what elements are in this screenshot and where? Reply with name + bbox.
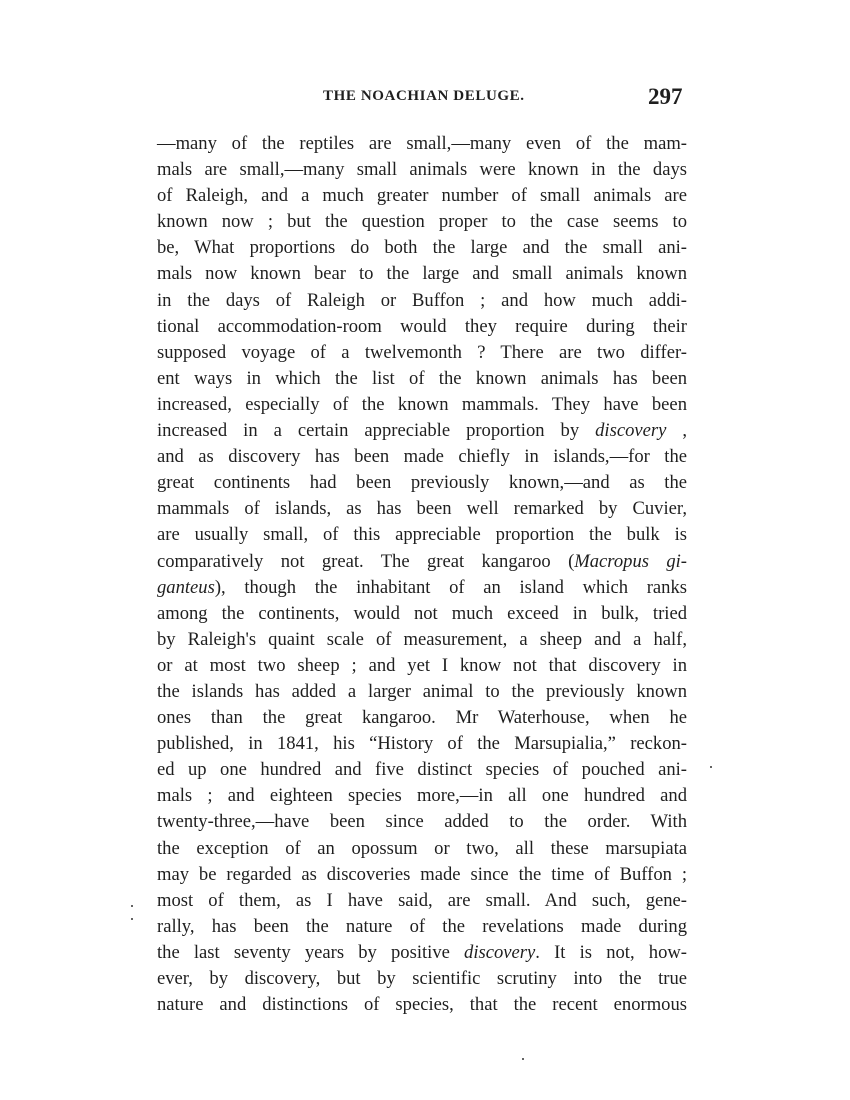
text-line (157, 914, 687, 940)
text-run: the last seventy years by positive (157, 941, 465, 963)
text-run: the exception of an opossum or two, all these marsupiata (157, 837, 687, 859)
text-run: tional accommodation-room would they require during their (157, 315, 687, 337)
text-run: supposed voyage of a twelvemonth ? There are two differ- (157, 341, 687, 363)
text-line (157, 392, 687, 418)
text-run: known now ; but the question proper to the case seems to (157, 211, 687, 233)
italic-text: ganteus (157, 576, 215, 598)
text-line (157, 209, 687, 235)
text-line (157, 261, 687, 287)
text-line (157, 131, 687, 157)
text-run: increased, especially of the known mammals. They have been (157, 393, 687, 415)
text-line (157, 627, 687, 653)
text-run: . It is not, how- (535, 941, 687, 963)
text-line (157, 601, 687, 627)
text-line (157, 314, 687, 340)
text-line (157, 418, 687, 444)
text-run: mammals of islands, as has been well remarked by Cuvier, (157, 498, 687, 520)
text-line (157, 496, 687, 522)
text-line (157, 340, 687, 366)
italic-text: Macropus gi- (574, 550, 688, 572)
text-line (157, 575, 687, 601)
italic-text: discovery (595, 420, 667, 442)
text-run: mals now known bear to the large and small animals known (157, 263, 687, 285)
text-line (157, 940, 687, 966)
text-line (157, 183, 687, 209)
text-line (157, 888, 687, 914)
text-line (157, 522, 687, 548)
text-run: published, in 1841, his “History of the Marsupialia,” reckon- (157, 733, 687, 755)
text-line (157, 653, 687, 679)
text-line (157, 679, 687, 705)
text-line (157, 444, 687, 470)
text-line (157, 836, 687, 862)
text-run: ever, by discovery, but by scientific scrutiny into the true (157, 968, 687, 989)
text-run: twenty-three,—have been since added to the order. With (157, 811, 687, 833)
text-line (157, 366, 687, 392)
text-line (157, 862, 687, 888)
text-line (157, 966, 687, 992)
text-line (157, 992, 687, 1018)
text-run: of Raleigh, and a much greater number of small animals are (157, 185, 687, 207)
print-speck (710, 766, 712, 768)
text-run: be, What proportions do both the large and the small ani- (157, 237, 687, 259)
text-run: may be regarded as discoveries made since the time of Buffon ; (157, 863, 687, 885)
text-line (157, 809, 687, 835)
text-run: ), though the inhabitant of an island which ranks (214, 576, 687, 598)
text-run: rally, has been the nature of the revelations made during (157, 915, 687, 937)
text-run: are usually small, of this appreciable proportion the bulk is (157, 524, 687, 546)
text-line (157, 757, 687, 783)
text-run: —many of the reptiles are small,—many even of the mam- (157, 133, 687, 154)
text-run: nature and distinctions of species, that the recent enormous (157, 994, 687, 1016)
text-run: among the continents, would not much exceed in bulk, tried (157, 602, 687, 624)
text-line (157, 549, 687, 575)
running-title: THE NOACHIAN DELUGE. (323, 88, 525, 104)
body-text (157, 131, 687, 1018)
page-number: 297 (648, 84, 683, 109)
text-line (157, 470, 687, 496)
text-run: mals are small,—many small animals were known in the days (157, 159, 687, 181)
text-run: or at most two sheep ; and yet I know not that discovery in (157, 654, 687, 676)
print-speck (131, 905, 133, 907)
text-run: comparatively not great. The great kangaroo ( (157, 550, 575, 572)
text-line (157, 157, 687, 183)
text-line (157, 288, 687, 314)
text-run: most of them, as I have said, are small. And such, gene- (157, 889, 687, 911)
text-run: by Raleigh's quaint scale of measurement, a sheep and a half, (157, 628, 687, 650)
text-run: , (666, 420, 688, 442)
running-head (0, 84, 850, 114)
italic-text: discovery (464, 941, 536, 963)
text-run: ed up one hundred and five distinct species of pouched ani- (157, 759, 687, 781)
text-run: the islands has added a larger animal to the previously known (157, 680, 687, 702)
text-run: ent ways in which the list of the known animals has been (157, 367, 687, 389)
text-line (157, 783, 687, 809)
text-run: great continents had been previously known,—and as the (157, 472, 687, 494)
text-run: and as discovery has been made chiefly in islands,—for the (157, 446, 687, 468)
print-speck (131, 918, 133, 920)
text-run: ones than the great kangaroo. Mr Waterhouse, when he (157, 707, 687, 729)
text-run: increased in a certain appreciable proportion by (157, 420, 596, 442)
text-line (157, 705, 687, 731)
text-run: mals ; and eighteen species more,—in all one hundred and (157, 785, 687, 807)
text-line (157, 235, 687, 261)
text-line (157, 731, 687, 757)
print-speck (522, 1058, 524, 1060)
text-run: in the days of Raleigh or Buffon ; and how much addi- (157, 289, 687, 311)
